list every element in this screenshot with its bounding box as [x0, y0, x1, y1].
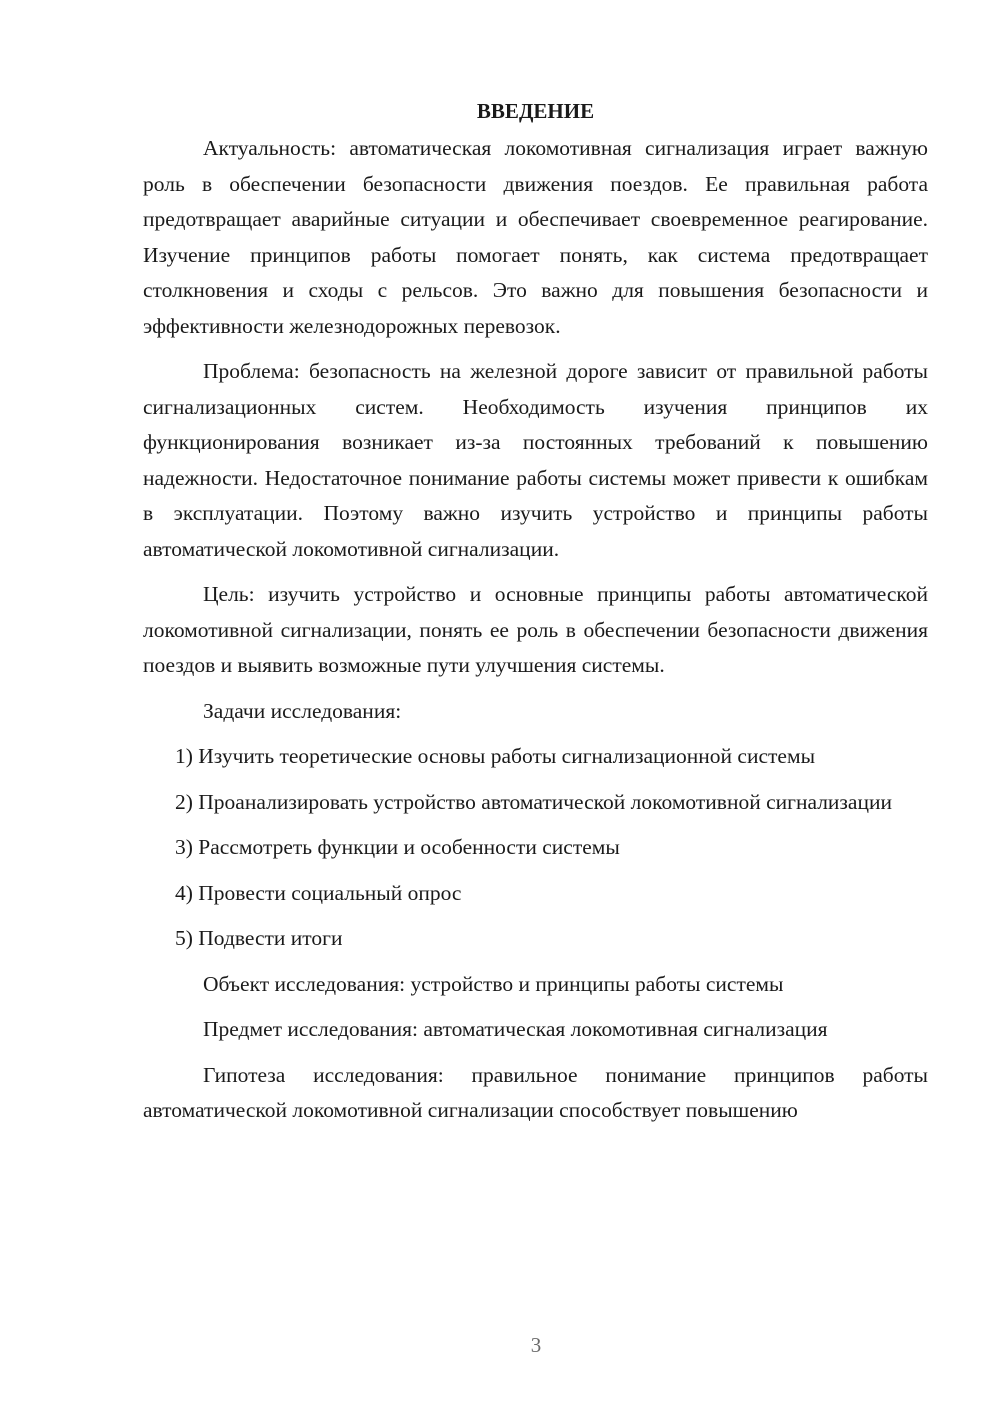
paragraph-tasks-title: Задачи исследования: [203, 698, 402, 723]
paragraph-object: Объект исследования: устройство и принципы работы системы [203, 971, 784, 996]
paragraph-problem: Проблема: безопасность на железной дороге зависит от правильной работы сигнализационных систем. Необходимость изучения принципов их функционирования возникает из-за постоянных требований к повышению надежности. Недостаточное понимание работы системы может привести к ошибкам в эксплуатации. Поэтому важно изучить устройство и принципы работы автоматической локомотивной сигнализации. [143, 359, 928, 561]
task-item-5: 5) Подвести итоги [175, 926, 343, 950]
paragraph-hypothesis: Гипотеза исследования: правильное понимание принципов работы автоматической локомотивной сигнализации способствует повышению [143, 1062, 928, 1122]
task-item-2: 2) Проанализировать устройство автоматической локомотивной сигнализации [175, 789, 892, 814]
page-number: 3 [530, 1333, 542, 1357]
paragraph-subject: Предмет исследования: автоматическая локомотивная сигнализация [203, 1017, 828, 1041]
paragraph-relevance: Актуальность: автоматическая локомотивная сигнализация играет важную роль в обеспечении безопасности движения поездов. Ее правильная работа предотвращает аварийные ситуации и обеспечивает своевременное реагирование. Изучение принципов работы помогает понять, как система предотвращает столкновения и сходы с рельсов. Это важно для повышения безопасности и эффективности железнодорожных перевозок. [143, 136, 928, 338]
document-page [143, 93, 928, 1139]
task-item-1: 1) Изучить теоретические основы работы сигнализационной системы [175, 744, 816, 768]
section-heading: ВВЕДЕНИЕ [476, 99, 595, 123]
task-item-3: 3) Рассмотреть функции и особенности системы [175, 835, 620, 859]
paragraph-goal: Цель: изучить устройство и основные принципы работы автоматической локомотивной сигнализации, понять ее роль в обеспечении безопасности движения поездов и выявить возможные пути улучшения системы. [143, 582, 928, 677]
task-item-4: 4) Провести социальный опрос [175, 880, 462, 905]
